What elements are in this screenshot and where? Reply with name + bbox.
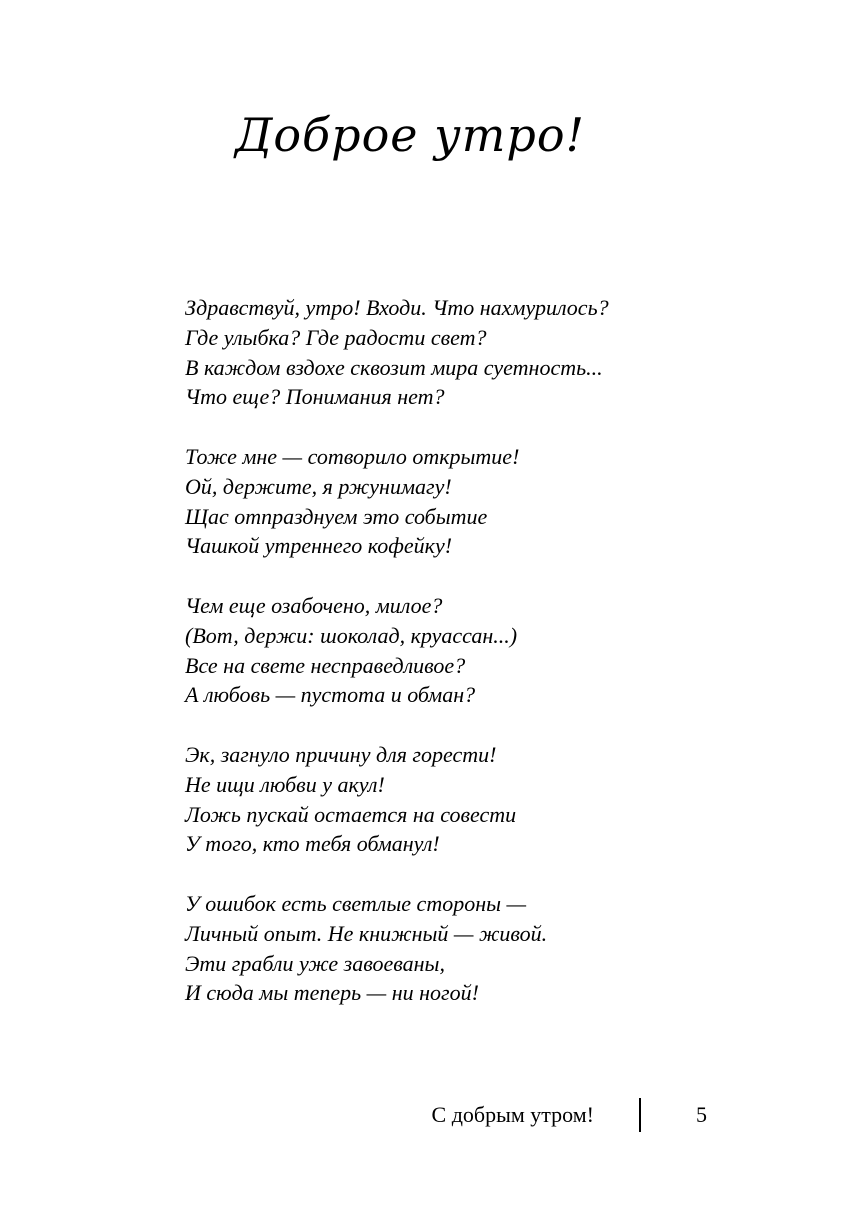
page-number: 5: [696, 1102, 707, 1127]
poem-line: Что еще? Понимания нет?: [185, 384, 445, 410]
poem-line: Личный опыт. Не книжный — живой.: [185, 920, 548, 946]
poem-line: (Вот, держи: шоколад, круассан...): [185, 622, 518, 648]
poem-line: Эти грабли уже завоеваны,: [185, 950, 445, 976]
stanza: [185, 740, 785, 859]
poem-line: Чашкой утреннего кофейку!: [185, 533, 453, 559]
poem-line: Щас отпразднуем это событие: [185, 503, 488, 529]
poem-line: Ой, держите, я ржунимагу!: [185, 473, 452, 499]
stanza: [185, 889, 785, 1008]
poem-line: Все на свете несправедливое?: [185, 652, 466, 678]
poem-body: [185, 293, 785, 1008]
poem-line: Эк, загнуло причину для горести!: [185, 741, 497, 767]
poem-line: У ошибок есть светлые стороны —: [185, 890, 527, 916]
poem-line: Не ищи любви у акул!: [185, 771, 385, 797]
poem-title: Доброе утро!: [234, 108, 586, 162]
running-footer-title: С добрым утром!: [431, 1102, 594, 1127]
stanza: [185, 442, 785, 561]
poem-line: Тоже мне — сотворило открытие!: [185, 443, 520, 469]
stanza: [185, 293, 785, 412]
footer-divider: [639, 1098, 641, 1132]
poem-line: Где улыбка? Где радости свет?: [185, 324, 487, 350]
stanza: [185, 591, 785, 710]
poem-line: Чем еще озабочено, милое?: [185, 592, 443, 618]
poem-line: Ложь пускай остается на совести: [185, 801, 517, 827]
poem-line: У того, кто тебя обманул!: [185, 831, 440, 857]
poem-line: А любовь — пустота и обман?: [185, 682, 476, 708]
poem-line: Здравствуй, утро! Входи. Что нахмурилось?: [185, 295, 609, 320]
poem-line: В каждом вздохе сквозит мира суетность...: [185, 354, 603, 380]
poem-line: И сюда мы теперь — ни ногой!: [185, 980, 479, 1006]
